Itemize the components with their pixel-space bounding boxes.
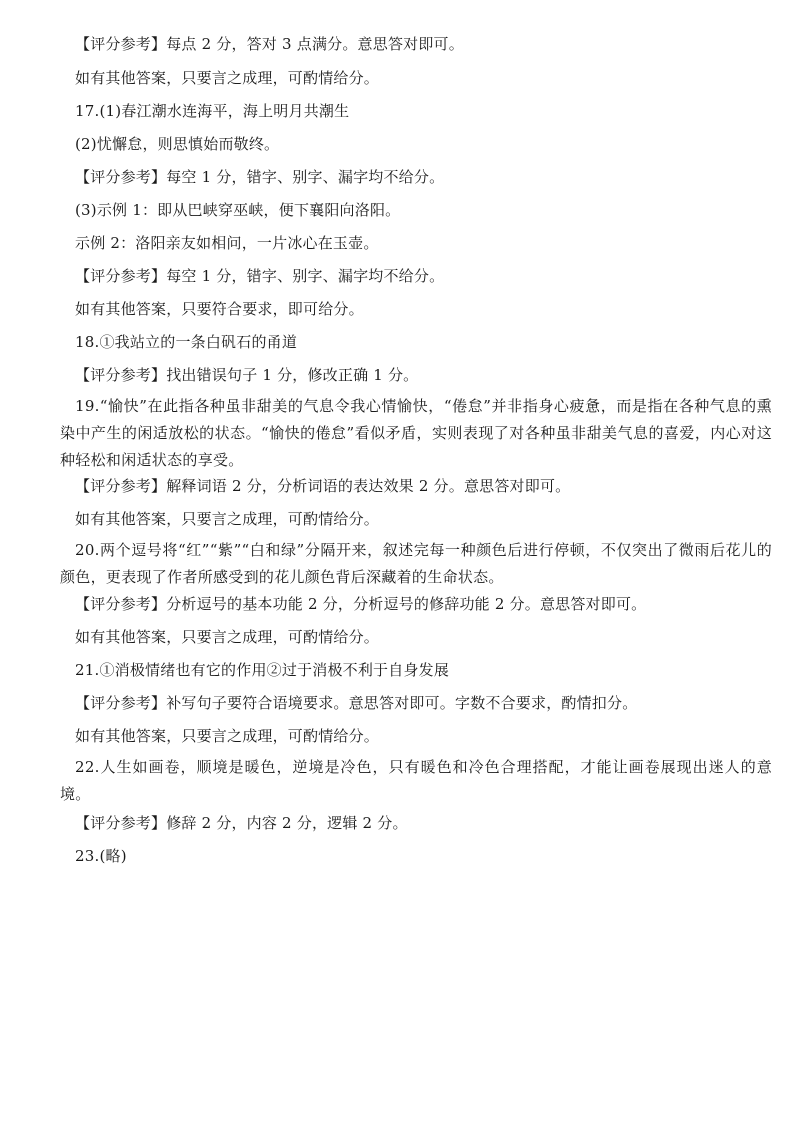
scoring-note-16: 【评分参考】每点 2 分，答对 3 点满分。意思答对即可。 [75,35,464,53]
scoring-note-17-a: 【评分参考】每空 1 分，错字、别字、漏字均不给分。 [75,168,445,186]
answer-22: 22.人生如画卷，顺境是暖色，逆境是冷色，只有暖色和冷色合理搭配，才能让画卷展现出迷人的意境。 [60,758,772,803]
answer-17-1: 17.(1)春江潮水连海平，海上明月共潮生 [75,102,350,120]
other-answers-note-20: 如有其他答案，只要言之成理，可酌情给分。 [75,628,380,646]
answer-19: 19.“愉快”在此指各种虽非甜美的气息令我心情愉快，“倦怠”并非指身心疲惫，而是指在各种气息的熏染中产生的闲适放松的状态。“愉快的倦怠”看似矛盾，实则表现了对各种虽非甜美气息的喜爱，内心对这种轻松和闲适状态的享受。 [60,397,772,469]
scoring-note-19: 【评分参考】解释词语 2 分，分析词语的表达效果 2 分。意思答对即可。 [75,477,571,495]
scoring-note-18: 【评分参考】找出错误句子 1 分，修改正确 1 分。 [75,366,419,384]
scoring-note-22: 【评分参考】修辞 2 分，内容 2 分，逻辑 2 分。 [75,814,408,832]
answer-21: 21.①消极情绪也有它的作用②过于消极不利于自身发展 [75,661,450,679]
answer-18: 18.①我站立的一条白矾石的甬道 [75,333,298,351]
other-answers-note-19: 如有其他答案，只要言之成理，可酌情给分。 [75,510,380,528]
scoring-note-17-b: 【评分参考】每空 1 分，错字、别字、漏字均不给分。 [75,267,445,285]
answer-23: 23.(略) [75,847,127,865]
other-answers-note-21: 如有其他答案，只要言之成理，可酌情给分。 [75,727,380,745]
other-answers-note-17: 如有其他答案，只要符合要求，即可给分。 [75,300,364,318]
answer-20: 20.两个逗号将“红”“紫”“白和绿”分隔开来，叙述完每一种颜色后进行停顿，不仅突出了微雨后花儿的颜色，更表现了作者所感受到的花儿颜色背后深藏着的生命状态。 [60,541,772,586]
scoring-note-21: 【评分参考】补写句子要符合语境要求。意思答对即可。字数不合要求，酌情扣分。 [75,694,638,712]
scoring-note-20: 【评分参考】分析逗号的基本功能 2 分，分析逗号的修辞功能 2 分。意思答对即可。 [75,595,647,613]
answer-17-3-example-2: 示例 2：洛阳亲友如相问，一片冰心在玉壶。 [75,234,379,252]
answer-17-2: (2)忧懈怠，则思慎始而敬终。 [75,135,280,153]
other-answers-note-16: 如有其他答案，只要言之成理，可酌情给分。 [75,69,380,87]
answer-17-3-example-1: (3)示例 1：即从巴峡穿巫峡，便下襄阳向洛阳。 [75,201,401,219]
